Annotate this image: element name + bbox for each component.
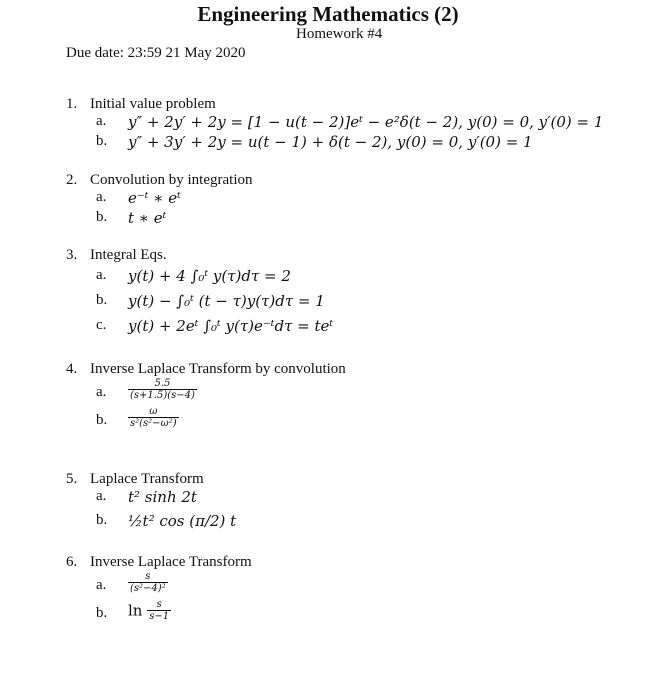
section-title: Inverse Laplace Transform [90, 554, 252, 570]
section-number: 3. [66, 247, 78, 263]
section-heading [66, 554, 252, 571]
section-number: 2. [66, 172, 78, 188]
item-label: c. [96, 317, 107, 333]
problem-item [66, 599, 252, 629]
item-label: a. [96, 267, 107, 283]
problem-item [66, 292, 325, 317]
section-title: Integral Eqs. [90, 247, 167, 263]
problem-item [66, 378, 346, 406]
log-expression [128, 599, 171, 622]
denominator: s−1 [149, 611, 170, 622]
numerator: s [156, 599, 162, 610]
item-label: b. [96, 133, 108, 149]
equation: t² sinh 2t [128, 488, 197, 506]
section-6 [66, 554, 252, 629]
fraction [128, 406, 179, 429]
section-title: Convolution by integration [90, 172, 253, 188]
item-label: b. [96, 412, 108, 428]
due-date: Due date: 23:59 21 May 2020 [66, 45, 246, 61]
section-heading [66, 361, 346, 378]
problem-item [66, 488, 204, 508]
section-number: 6. [66, 554, 78, 570]
section-1 [66, 96, 604, 153]
equation: y″ + 3y′ + 2y = u(t − 1) + δ(t − 2), y(0) = 0, y′(0) = 1 [128, 133, 533, 151]
section-title: Initial value problem [90, 96, 216, 112]
denominator: (s²−4)² [130, 583, 166, 594]
fraction-box [128, 571, 168, 594]
equation: t ∗ eᵗ [128, 209, 167, 227]
log-prefix: ln [128, 601, 143, 620]
section-title: Inverse Laplace Transform by convolution [90, 361, 346, 377]
problem-item [66, 571, 252, 599]
problem-item [66, 209, 253, 229]
problem-item [66, 133, 533, 153]
section-3 [66, 247, 334, 342]
fraction-box [128, 378, 197, 401]
section-heading [66, 247, 167, 264]
fraction [128, 378, 197, 401]
equation: y″ + 2y′ + 2y = [1 − u(t − 2)]eᵗ − e²δ(t − 2), y(0) = 0, y′(0) = 1 [128, 113, 604, 131]
equation: ½t² cos (π/2) t [128, 512, 237, 530]
homework-number: Homework #4 [296, 26, 383, 42]
section-heading [66, 471, 204, 488]
numerator: 5.5 [154, 378, 171, 389]
problem-item [66, 264, 291, 292]
problem-item [66, 189, 253, 209]
section-number: 1. [66, 96, 78, 112]
problem-item [66, 406, 346, 436]
section-heading [66, 172, 253, 189]
denominator: s²(s²−ω²) [130, 418, 177, 429]
fraction-box [128, 406, 179, 429]
equation: y(t) − ∫₀ᵗ (t − τ)y(τ)dτ = 1 [128, 292, 325, 310]
item-label: a. [96, 189, 107, 205]
item-label: b. [96, 209, 108, 225]
numerator: s [145, 571, 151, 582]
problem-item [66, 508, 237, 536]
fraction [128, 571, 168, 594]
section-number: 4. [66, 361, 78, 377]
item-label: a. [96, 384, 107, 400]
numerator: ω [149, 406, 158, 417]
problem-item [66, 113, 604, 133]
section-5 [66, 471, 237, 536]
section-title: Laplace Transform [90, 471, 204, 487]
item-label: b. [96, 292, 108, 308]
fraction-box [147, 599, 171, 622]
section-heading [66, 96, 216, 113]
item-label: a. [96, 488, 107, 504]
section-4 [66, 361, 346, 436]
denominator: (s+1.5)(s−4) [130, 390, 195, 401]
equation: y(t) + 2eᵗ ∫₀ᵗ y(τ)e⁻ᵗdτ = teᵗ [128, 317, 334, 335]
equation: y(t) + 4 ∫₀ᵗ y(τ)dτ = 2 [128, 267, 291, 285]
section-2 [66, 172, 253, 229]
item-label: b. [96, 605, 108, 621]
section-number: 5. [66, 471, 78, 487]
item-label: b. [96, 512, 108, 528]
document-title: Engineering Mathematics (2) [197, 2, 459, 26]
problem-item [66, 317, 334, 342]
item-label: a. [96, 577, 107, 593]
item-label: a. [96, 113, 107, 129]
equation: e⁻ᵗ ∗ eᵗ [128, 189, 181, 207]
